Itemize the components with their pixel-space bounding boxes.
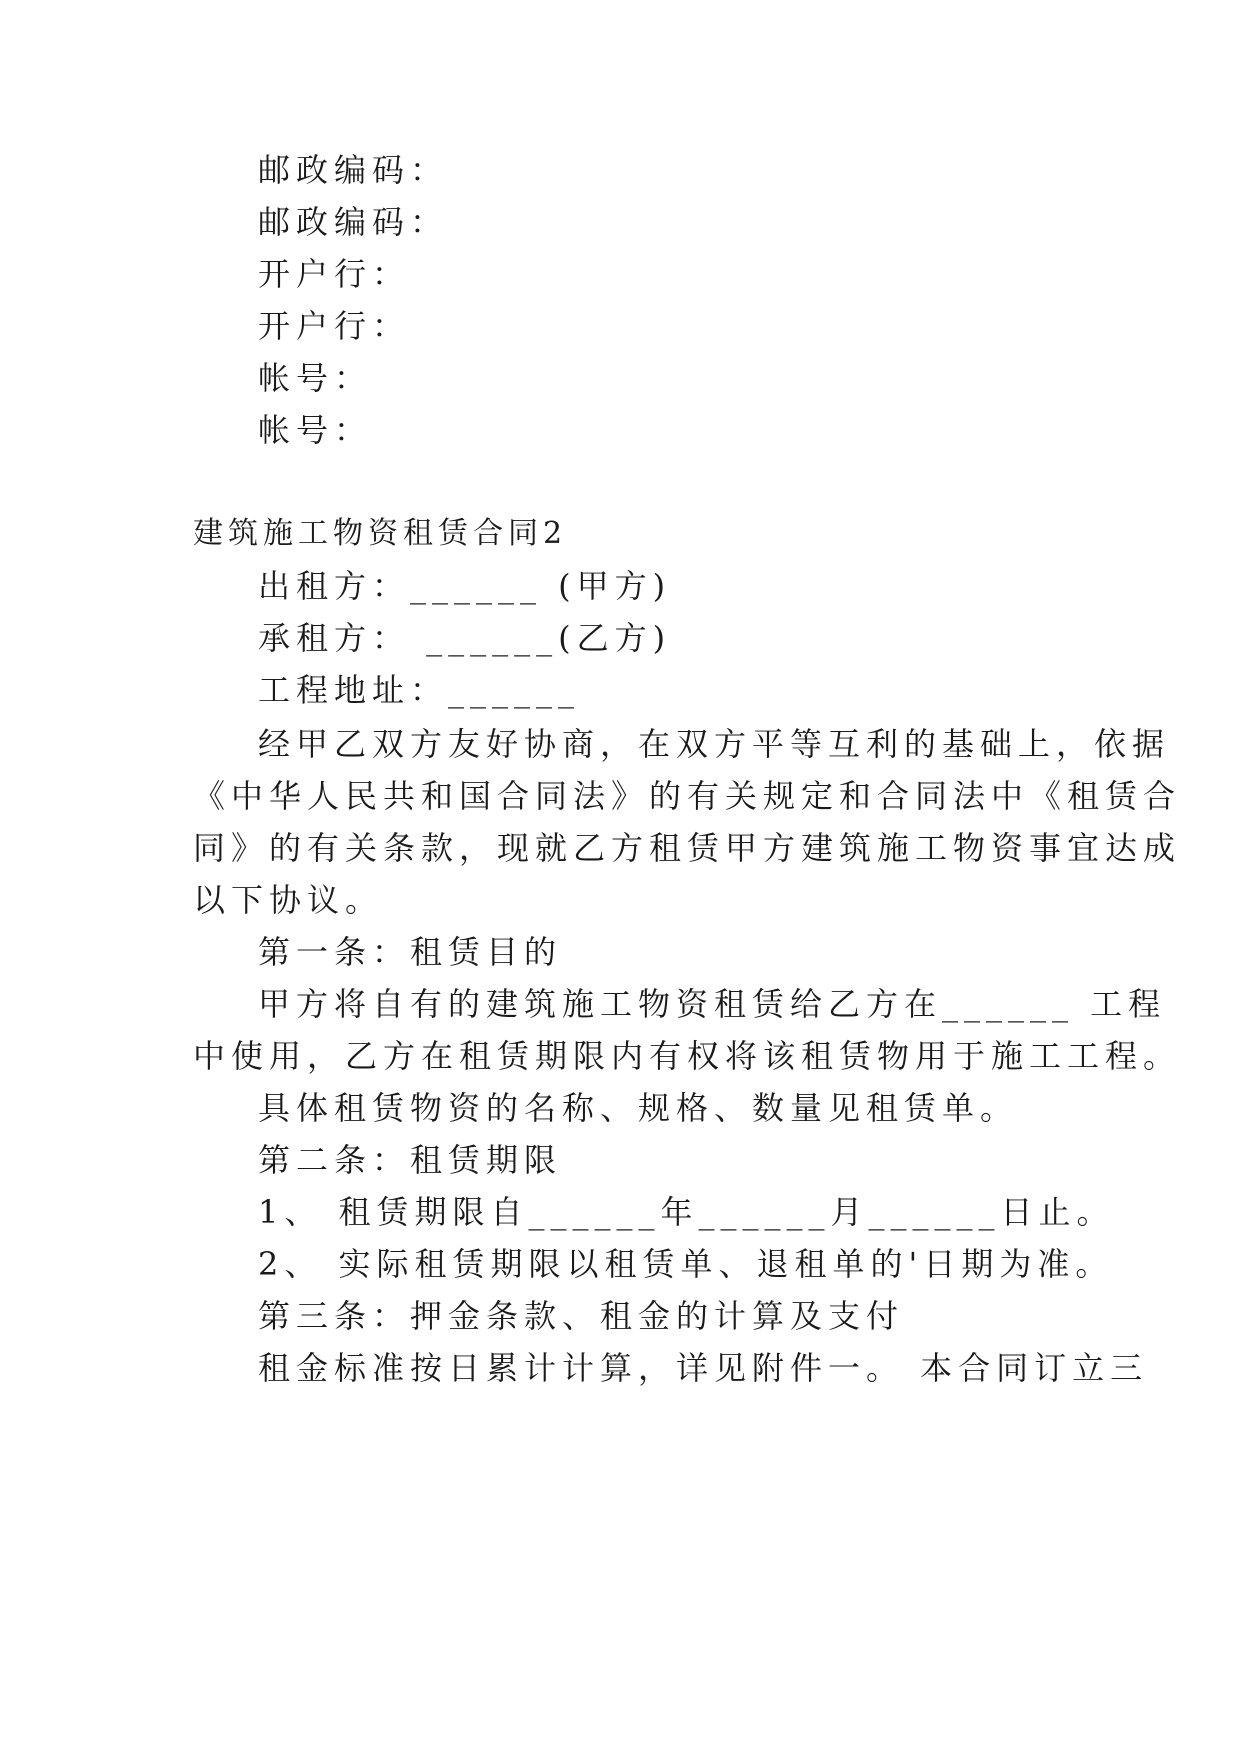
site-address-line: 工程地址：______ (258, 671, 581, 709)
bank-field-1: 开户行： (258, 255, 411, 293)
intro-line-1: 经甲乙双方友好协商，在双方平等互利的基础上，依据 (258, 725, 1171, 763)
postal-code-field-1: 邮政编码： (258, 151, 449, 189)
article-1-line-1: 甲方将自有的建筑施工物资租赁给乙方在______ 工程 (258, 985, 1167, 1023)
article-3-line-1: 租金标准按日累计计算，详见附件一。 本合同订立三 (258, 1349, 1149, 1387)
account-field-1: 帐号： (258, 359, 373, 397)
article-2-heading: 第二条：租赁期限 (258, 1141, 563, 1179)
article-1-line-3: 具体租赁物资的名称、规格、数量见租赁单。 (258, 1089, 1019, 1127)
intro-line-4: 以下协议。 (193, 881, 384, 919)
lessee-line: 承租方： ______(乙方) (258, 619, 672, 657)
article-1-line-2: 中使用，乙方在租赁期限内有权将该租赁物用于施工工程。 (193, 1037, 1182, 1075)
article-1-heading: 第一条：租赁目的 (258, 933, 563, 971)
article-3-heading: 第三条：押金条款、租金的计算及支付 (258, 1297, 905, 1335)
lessor-line: 出租方：______ (甲方) (258, 567, 672, 605)
article-2-item-1: 1、 租赁期限自______年______月______日止。 (258, 1193, 1115, 1231)
article-2-item-2: 2、 实际租赁期限以租赁单、退租单的'日期为准。 (258, 1245, 1114, 1283)
account-field-2: 帐号： (258, 411, 373, 449)
intro-line-2: 《中华人民共和国合同法》的有关规定和合同法中《租赁合 (193, 777, 1182, 815)
document-title: 建筑施工物资租赁合同2 (193, 516, 568, 551)
bank-field-2: 开户行： (258, 307, 411, 345)
intro-line-3: 同》的有关条款，现就乙方租赁甲方建筑施工物资事宜达成 (193, 829, 1182, 867)
postal-code-field-2: 邮政编码： (258, 203, 449, 241)
